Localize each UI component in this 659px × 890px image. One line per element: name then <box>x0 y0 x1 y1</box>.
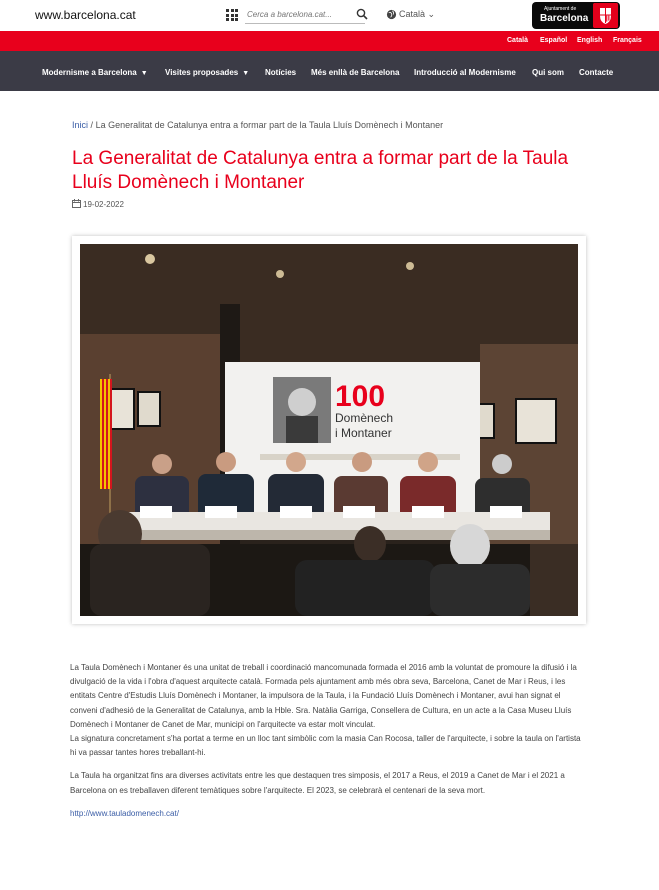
chevron-down-icon: ⌄ <box>427 9 436 19</box>
lang-link-es[interactable]: Español <box>540 37 568 44</box>
banner-number: 100 <box>335 380 386 413</box>
chevron-down-icon: ▼ <box>140 70 148 77</box>
breadcrumb-current: La Generalitat de Catalunya entra a formar part de la Taula Lluís Domènech i Montaner <box>95 120 444 130</box>
search-icon[interactable] <box>356 8 368 20</box>
nav-item-mes-enlla[interactable]: Més enllà de Barcelona <box>311 68 400 77</box>
apps-grid-icon[interactable] <box>226 9 238 21</box>
nav-item-label: Visites proposades <box>165 68 239 77</box>
language-selector[interactable] <box>399 9 435 20</box>
ajuntament-logo[interactable] <box>532 2 620 29</box>
breadcrumb-separator: / <box>90 120 94 130</box>
language-bar <box>0 31 659 51</box>
lang-link-fr[interactable]: Français <box>613 37 642 44</box>
language-selector-label: Català <box>399 9 426 19</box>
barcelona-emblem-icon <box>593 3 618 28</box>
nav-item-qui-som[interactable]: Qui som <box>532 68 565 77</box>
site-url[interactable]: www.barcelona.cat <box>35 8 136 22</box>
article-photo <box>80 244 578 616</box>
banner-name-line1: Domènech <box>335 411 394 425</box>
search-input[interactable] <box>245 6 365 24</box>
nav-item-noticies[interactable]: Notícies <box>265 68 297 77</box>
top-bar <box>0 0 659 31</box>
breadcrumb-home[interactable]: Inici <box>72 120 89 130</box>
nav-item-contacte[interactable]: Contacte <box>579 68 614 77</box>
main-nav <box>0 51 659 91</box>
article-body <box>70 661 585 830</box>
nav-item-visites[interactable] <box>165 68 249 77</box>
article-date-text: 19-02-2022 <box>83 200 124 209</box>
calendar-icon <box>72 199 81 208</box>
banner-name-line2: i Montaner <box>335 426 392 440</box>
press-conference-photo <box>80 244 578 616</box>
logo-big-text: Barcelona <box>540 13 589 24</box>
paragraph-text: La Taula Domènech i Montaner és una unitat de treball i coordinació mancomunada formada el 2016 amb la voluntat de promoure la difusió i la divulgació de la vida i l'obra d'aquest arquitecte català. Formada pels ajuntament amb més obra seva, Barcelona, Canet de Mar i Reus, i les entitats Centre d'Estudis Lluís Domènech i Montaner, la impulsora de la Taula, i la Fundació Lluís Domènech i Montaner, avui han signat el conveni d'adhesió de la Generalitat de Catalunya, amb la Hble. Sra. Natàlia Garriga, Consellera de Cultura, en un acte a la Casa Museu Lluís Domènech i Montaner de Canet de Mar, municipi on l'arquitecte va estar molt vinculat. <box>70 663 577 729</box>
lang-link-ca[interactable]: Català <box>507 37 529 44</box>
article-paragraph: La Taula ha organitzat fins ara diverses activitats entre les que destaquen tres simposis, el 2017 a Reus, el 2019 a Canet de Mar i el 2021 a Barcelona on es treballaven diferent temàtiques sobre l'arquitecte. El 2023, se celebrarà el centenari de la seva mort. <box>70 771 565 795</box>
paragraph-text: La signatura concretament s'ha portat a terme en un lloc tant simbòlic com la masia Can Rocosa, taller de l'arquitecte, i sobre la taula on l'artista hi va passar tantes hores treballant-hi. <box>70 734 581 758</box>
nav-item-introduccio[interactable]: Introducció al Modernisme <box>414 68 516 77</box>
globe-icon <box>386 9 397 20</box>
logo-small-text: Ajuntament de <box>544 6 577 12</box>
breadcrumb <box>72 120 443 130</box>
nav-item-modernisme[interactable] <box>42 68 148 77</box>
article-photo-frame <box>72 236 586 624</box>
external-link[interactable]: http://www.tauladomenech.cat/ <box>70 808 179 818</box>
article-paragraph <box>70 661 585 760</box>
page-title: La Generalitat de Catalunya entra a formar part de la Taula Lluís Domènech i Montaner <box>72 148 569 193</box>
chevron-down-icon: ▼ <box>242 70 250 77</box>
lang-link-en[interactable]: English <box>577 37 603 44</box>
nav-item-label: Modernisme a Barcelona <box>42 68 137 77</box>
article-date <box>72 199 124 209</box>
